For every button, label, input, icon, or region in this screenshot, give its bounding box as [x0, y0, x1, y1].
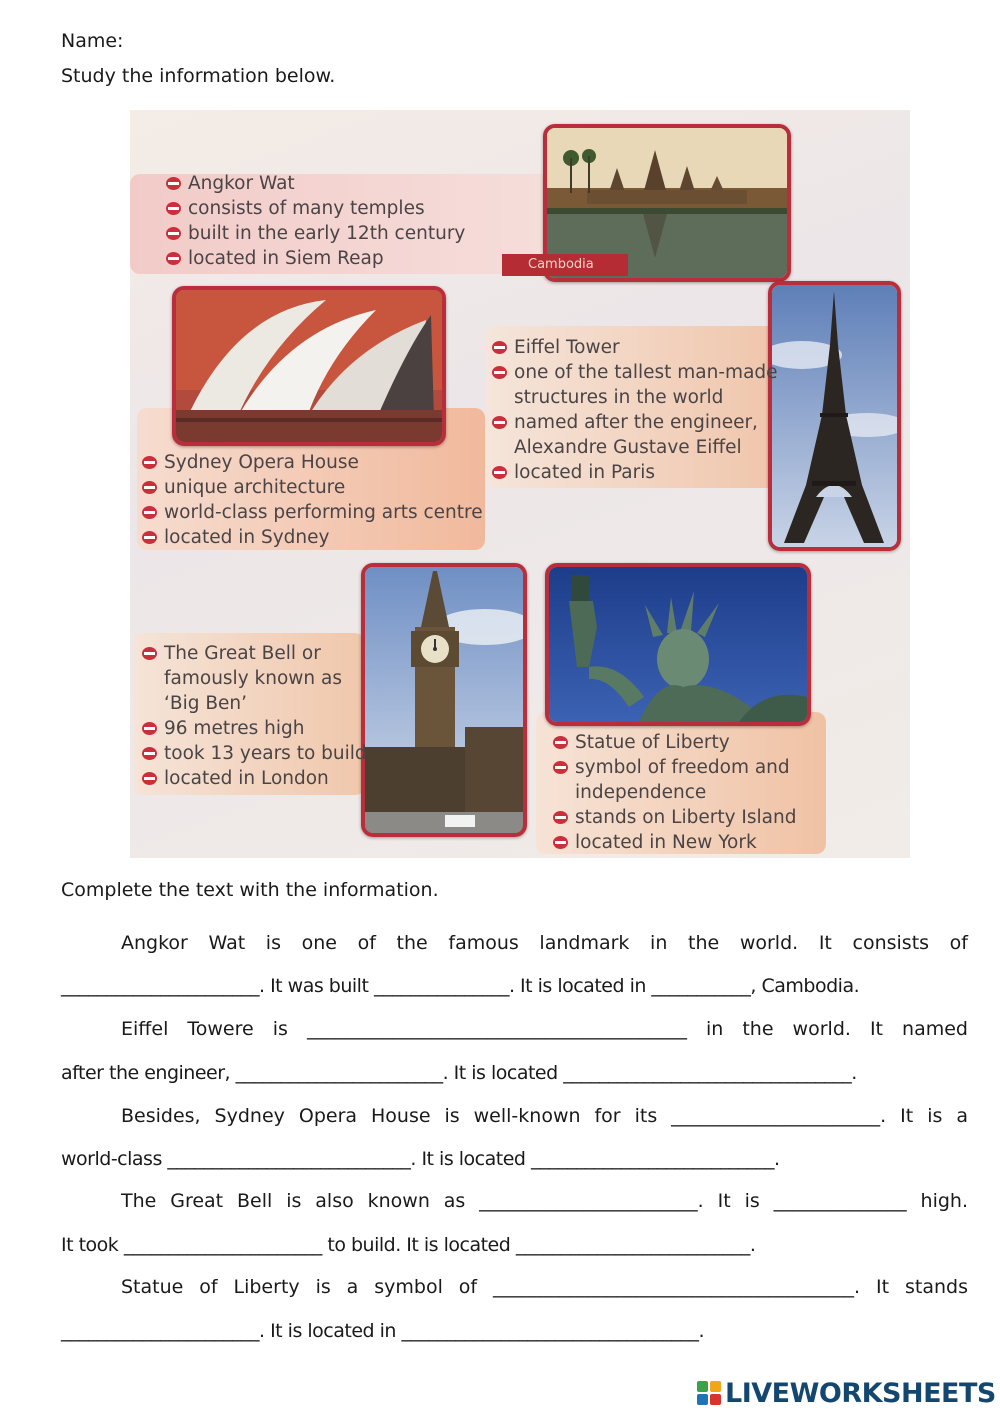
bullet-icon [142, 772, 157, 785]
fact-item: located in Paris [490, 460, 778, 485]
bullet-icon [492, 341, 507, 354]
complete-instruction: Complete the text with the information. [61, 879, 439, 901]
fact-item: Alexandre Gustave Eiffel [514, 437, 742, 458]
fact-item: 96 metres high [140, 716, 367, 741]
study-instruction: Study the information below. [61, 65, 336, 87]
liberty-facts [551, 730, 796, 855]
fact-item: consists of many temples [164, 196, 465, 221]
bullet-icon [492, 366, 507, 379]
fact-item: ‘Big Ben’ [164, 693, 248, 714]
fact-item: Eiffel Tower [490, 335, 778, 360]
exercise-line: world-class ___________________________. It is located ___________________________. [61, 1148, 780, 1170]
fact-item: famously known as [164, 668, 342, 689]
fact-item: The Great Bell or [140, 641, 367, 666]
bullet-icon [142, 531, 157, 544]
bullet-icon [142, 506, 157, 519]
fact-item: Sydney Opera House [140, 450, 483, 475]
bullet-icon [492, 416, 507, 429]
bullet-icon [142, 647, 157, 660]
bullet-icon [553, 836, 568, 849]
fact-item: unique architecture [140, 475, 483, 500]
big-ben-photo [361, 563, 527, 837]
bullet-icon [142, 747, 157, 760]
exercise-line: The Great Bell is also known as _______________________. It is ______________ high. [121, 1190, 968, 1212]
name-label: Name: [61, 30, 124, 52]
fact-item: located in Sydney [140, 525, 483, 550]
bullet-icon [142, 456, 157, 469]
logo-text: LIVEWORKSHEETS [725, 1377, 996, 1409]
bullet-icon [142, 481, 157, 494]
sydney-facts [140, 450, 483, 550]
exercise-line: Eiffel Towere is ________________________________________ in the world. It named [121, 1018, 968, 1040]
angkor-facts [164, 171, 465, 271]
exercise-line: Angkor Wat is one of the famous landmark in the world. It consists of [121, 932, 968, 954]
liveworksheets-logo[interactable] [697, 1376, 996, 1410]
fact-item: located in London [140, 766, 367, 791]
bullet-icon [492, 466, 507, 479]
bigben-facts [140, 641, 367, 791]
fact-item: named after the engineer, [490, 410, 778, 435]
fact-item: world-class performing arts centre [140, 500, 483, 525]
eiffel-tower-photo [768, 281, 901, 551]
bullet-icon [166, 202, 181, 215]
fact-item: built in the early 12th century [164, 221, 465, 246]
exercise-line: Statue of Liberty is a symbol of ______________________________________. It stands [121, 1276, 968, 1298]
bullet-icon [166, 177, 181, 190]
cambodia-caption: Cambodia [502, 254, 628, 276]
fact-item: stands on Liberty Island [551, 805, 796, 830]
bullet-icon [553, 761, 568, 774]
exercise-line: after the engineer, _______________________. It is located ________________________________. [61, 1062, 857, 1084]
statue-of-liberty-photo [545, 563, 811, 726]
bullet-icon [166, 252, 181, 265]
eiffel-facts [490, 335, 778, 485]
fact-item: independence [575, 782, 707, 803]
fact-item: Statue of Liberty [551, 730, 796, 755]
exercise-line: ______________________. It is located in _________________________________. [61, 1320, 705, 1342]
bullet-icon [142, 722, 157, 735]
fact-item: located in New York [551, 830, 796, 855]
exercise-line: ______________________. It was built _______________. It is located in ___________, Cambodia. [61, 975, 860, 997]
fact-item: located in Siem Reap [164, 246, 465, 271]
exercise-line: Besides, Sydney Opera House is well-known for its ______________________. It is a [121, 1105, 968, 1127]
exercise-line: It took ______________________ to build. It is located __________________________. [61, 1234, 756, 1256]
fact-item: symbol of freedom and [551, 755, 796, 780]
sydney-opera-house-photo [172, 286, 446, 446]
bullet-icon [553, 811, 568, 824]
fact-item: one of the tallest man-made [490, 360, 778, 385]
fact-item: Angkor Wat [164, 171, 465, 196]
bullet-icon [553, 736, 568, 749]
fact-item: structures in the world [514, 387, 724, 408]
bullet-icon [166, 227, 181, 240]
fact-item: took 13 years to build [140, 741, 367, 766]
logo-mark-icon [697, 1381, 721, 1405]
